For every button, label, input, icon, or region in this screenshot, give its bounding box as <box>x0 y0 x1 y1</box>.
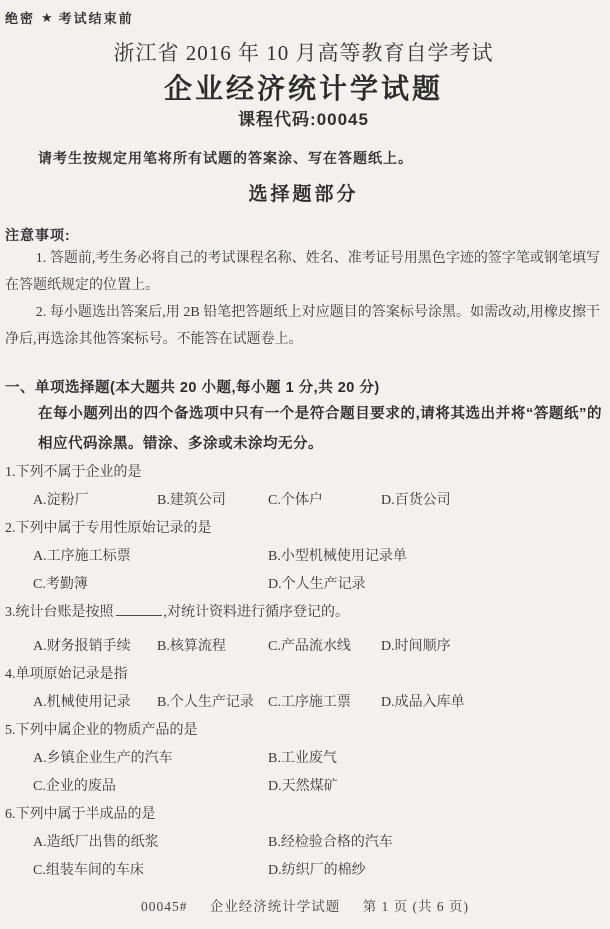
exam-session-title: 浙江省 2016 年 10 月高等教育自学考试 <box>113 41 494 65</box>
option-c: C.产品流水线 <box>268 639 351 654</box>
question-2-stem: 2.下列中属于专用性原始记录的是 <box>5 521 212 536</box>
option-d: D.纺织厂的棉纱 <box>268 863 366 878</box>
question-4-stem: 4.单项原始记录是指 <box>5 667 128 682</box>
option-d: D.时间顺序 <box>381 639 451 654</box>
section1-description: 在每小题列出的四个备选项中只有一个是符合题目要求的,请将其选出并将“答题纸”的相应代码涂黑。错涂、多涂或未涂均无分。 <box>38 406 602 452</box>
question-6-stem: 6.下列中属于半成品的是 <box>5 807 156 822</box>
question-6-options <box>5 829 602 885</box>
question-5-options <box>5 745 602 801</box>
option-b: B.核算流程 <box>157 639 226 654</box>
question-2-options <box>5 543 602 599</box>
option-d: D.百货公司 <box>381 493 451 508</box>
question-1 <box>5 459 602 515</box>
option-a: A.乡镇企业生产的汽车 <box>33 751 173 766</box>
footer-paper-title: 企业经济统计学试题 <box>209 899 341 914</box>
answer-instruction: 请考生按规定用笔将所有试题的答案涂、写在答题纸上。 <box>38 150 413 166</box>
question-3-options <box>5 633 602 661</box>
paper-title: 企业经济统计学试题 <box>163 73 443 104</box>
note-2: 2. 每小题选出答案后,用 2B 铅笔把答题纸上对应题目的答案标号涂黑。如需改动,用橡皮擦干净后,再选涂其他答案标号。不能答在试题卷上。 <box>5 305 600 347</box>
note-1: 1. 答题前,考生务必将自己的考试课程名称、姓名、准考证号用黑色字迹的签字笔或钢笔填写在答题纸规定的位置上。 <box>5 251 600 293</box>
question-6 <box>5 801 602 885</box>
course-code: 课程代码:00045 <box>238 110 369 129</box>
question-2 <box>5 515 602 599</box>
option-b: B.建筑公司 <box>157 493 226 508</box>
star-icon: ★ <box>41 9 53 25</box>
secrecy-banner <box>5 8 602 27</box>
question-3 <box>5 599 602 661</box>
option-d: D.个人生产记录 <box>268 577 366 592</box>
option-a: A.工序施工标票 <box>33 549 131 564</box>
option-c: C.企业的废品 <box>33 779 116 794</box>
section-title-choice-part: 选择题部分 <box>248 184 359 205</box>
option-d: D.成品入库单 <box>381 695 465 710</box>
question-3-stem-post: ,对统计资料进行循序登记的。 <box>163 605 349 620</box>
question-1-options <box>5 487 602 515</box>
option-a: A.造纸厂出售的纸浆 <box>33 835 159 850</box>
question-3-stem <box>5 599 602 627</box>
question-4 <box>5 661 602 717</box>
option-c: C.工序施工票 <box>268 695 351 710</box>
footer-page-number: 第 1 页 (共 6 页) <box>362 899 470 914</box>
footer-course-code: 00045# <box>140 899 188 914</box>
question-5-stem: 5.下列中属企业的物质产品的是 <box>5 723 198 738</box>
option-c: C.考勤簿 <box>33 577 88 592</box>
secrecy-note: 考试结束前 <box>58 11 134 26</box>
section1-heading: 一、单项选择题(本大题共 20 小题,每小题 1 分,共 20 分) <box>5 380 380 396</box>
fill-blank-underline <box>116 611 162 616</box>
question-5 <box>5 717 602 801</box>
option-a: A.财务报销手续 <box>33 639 131 654</box>
secrecy-label: 绝密 <box>5 11 36 26</box>
question-3-stem-pre: 3.统计台账是按照 <box>5 605 114 620</box>
option-b: B.小型机械使用记录单 <box>268 549 407 564</box>
page-footer <box>0 895 610 915</box>
option-c: C.个体户 <box>268 493 323 508</box>
question-4-options <box>5 689 602 717</box>
option-b: B.经检验合格的汽车 <box>268 835 393 850</box>
option-b: B.工业废气 <box>268 751 337 766</box>
option-d: D.天然煤矿 <box>268 779 338 794</box>
option-c: C.组装车间的车床 <box>33 863 144 878</box>
option-b: B.个人生产记录 <box>157 695 254 710</box>
notes-heading: 注意事项: <box>5 227 71 243</box>
option-a: A.机械使用记录 <box>33 695 131 710</box>
option-a: A.淀粉厂 <box>33 493 89 508</box>
question-1-stem: 1.下列不属于企业的是 <box>5 465 142 480</box>
